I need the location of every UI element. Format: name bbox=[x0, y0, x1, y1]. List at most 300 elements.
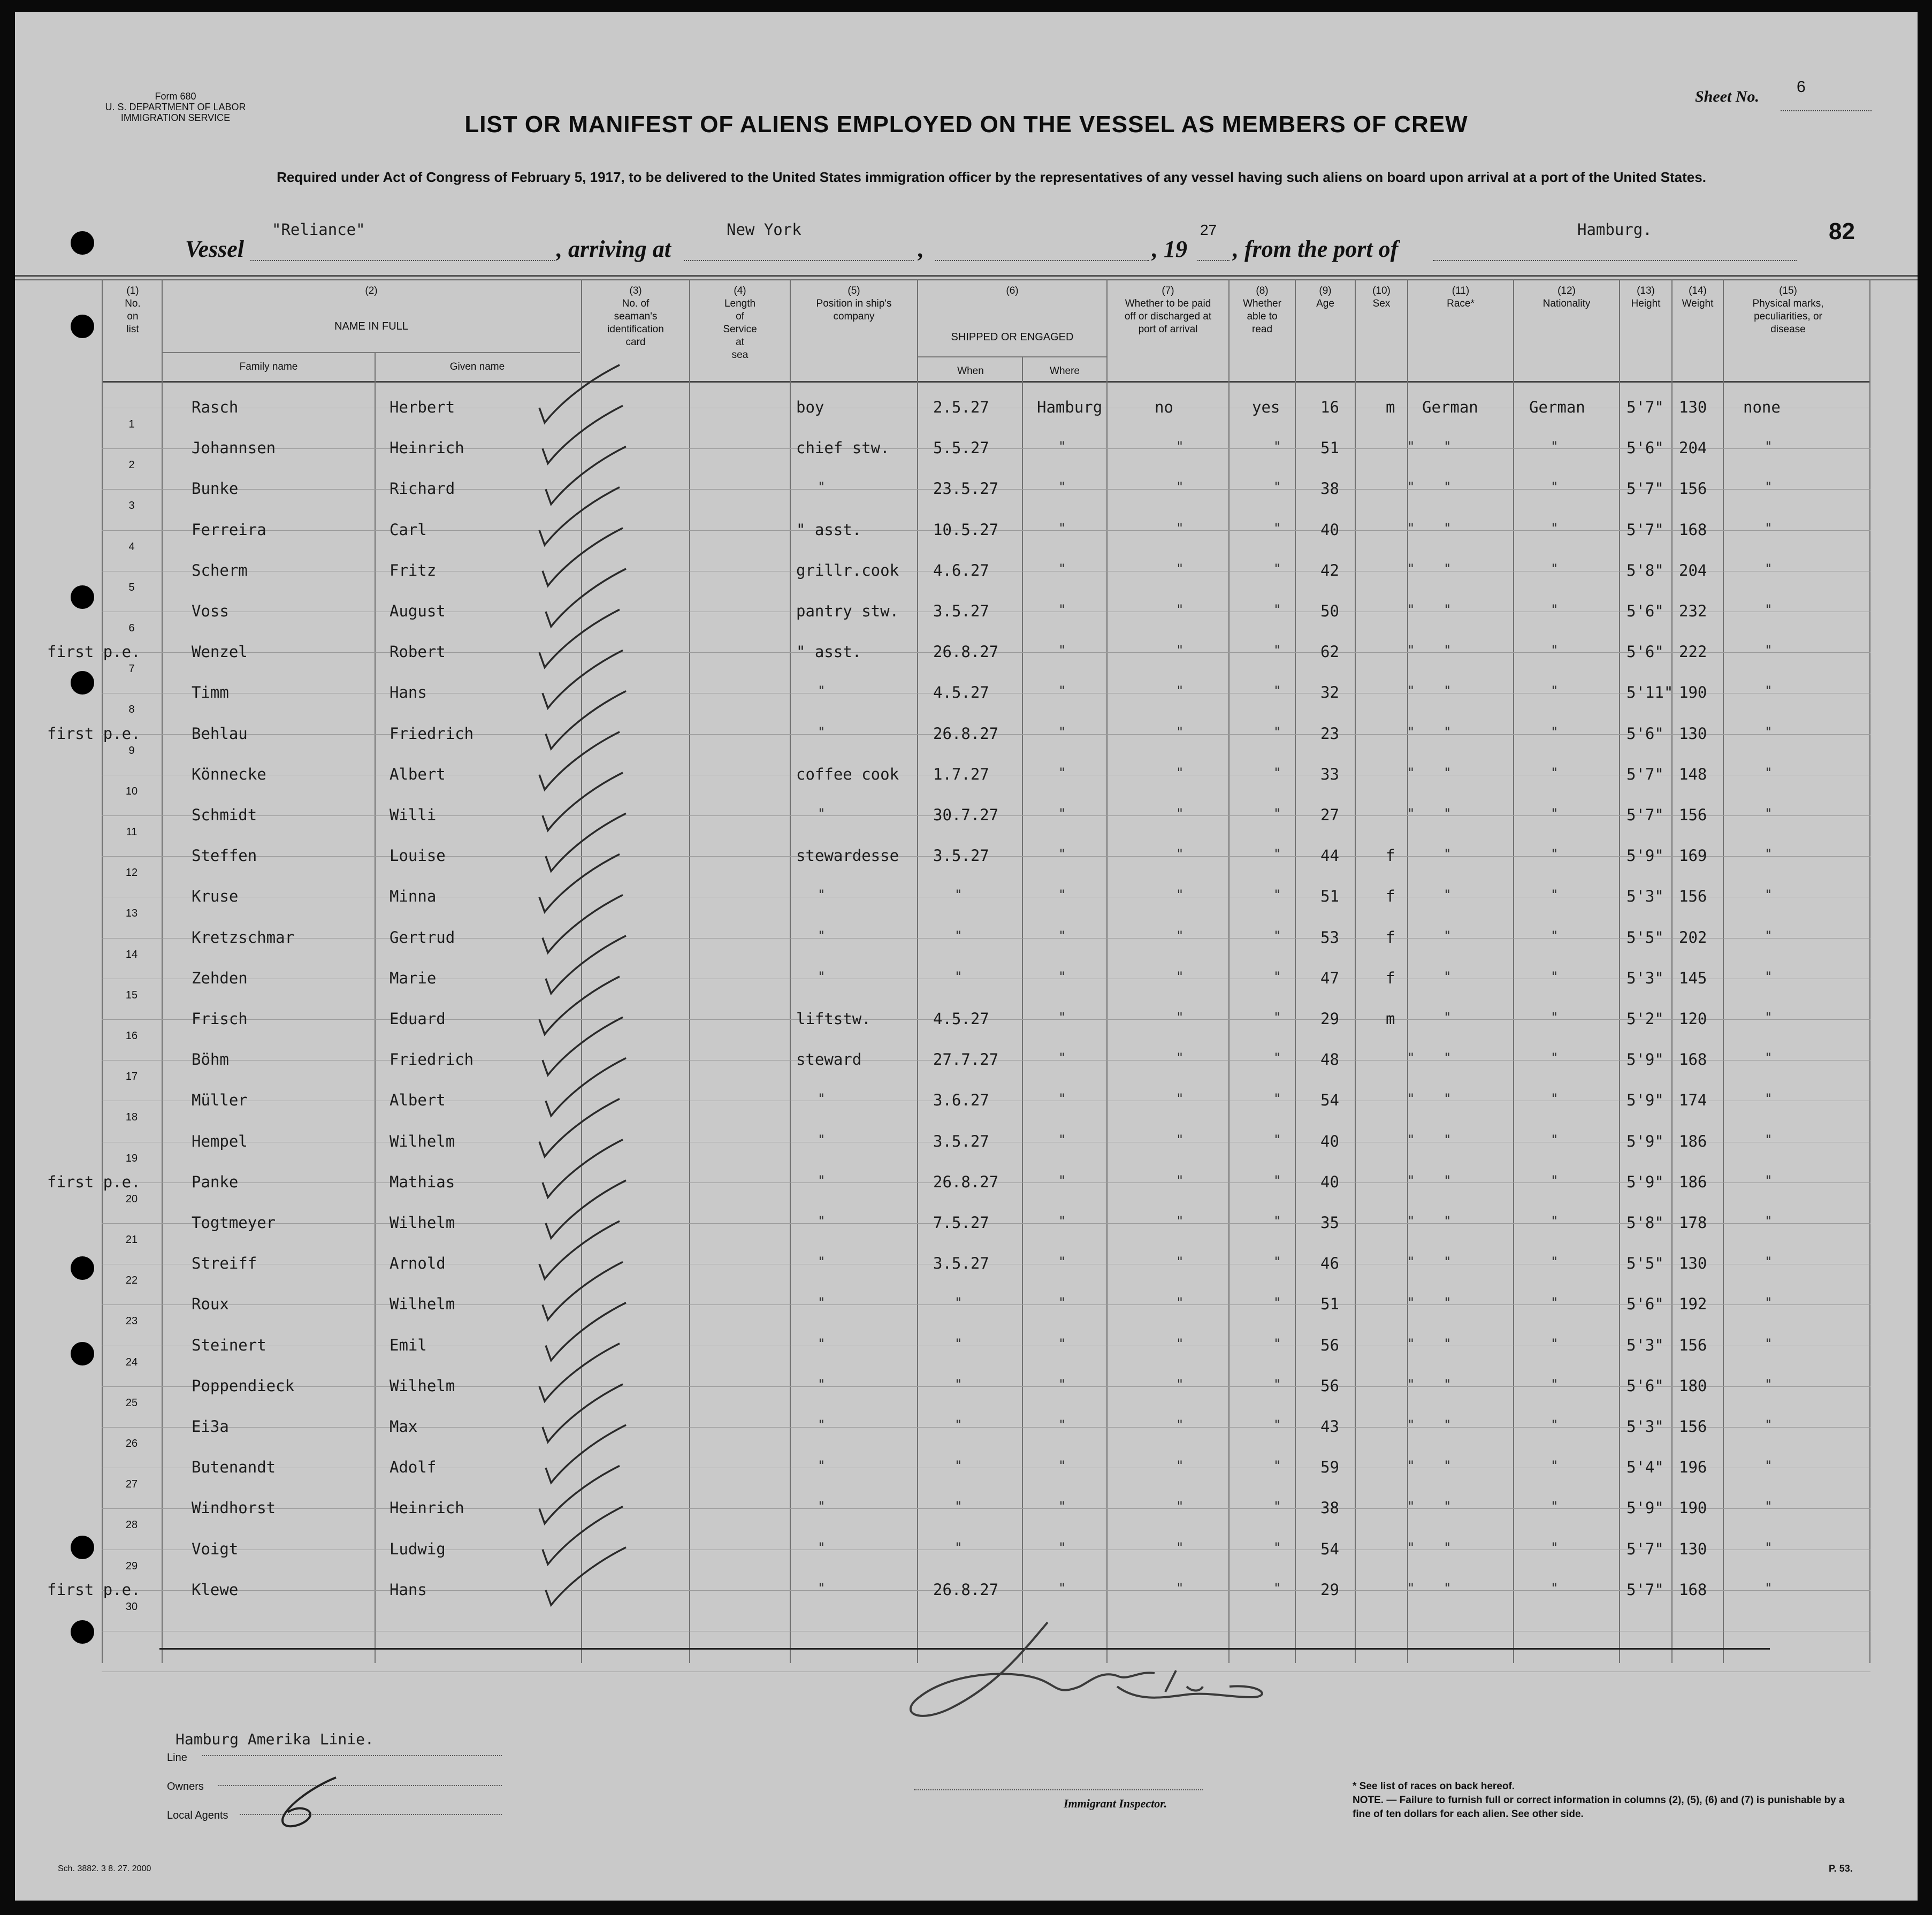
cell-race: " bbox=[1444, 1132, 1452, 1147]
fine-notice: NOTE. — Failure to furnish full or correct information in columns (2), (5), (6) and (7) is punishable by a fine of ten dollars for each alien. See other side. bbox=[1353, 1795, 1845, 1820]
cell-nat: " bbox=[1551, 1499, 1559, 1514]
races-footnote: * See list of races on back hereof. bbox=[1353, 1781, 1515, 1792]
cell-family: Panke bbox=[192, 1172, 239, 1191]
cell-where: " bbox=[1058, 1580, 1066, 1596]
row-number: 8 bbox=[128, 704, 135, 716]
handwritten-six bbox=[266, 1772, 352, 1831]
cell-weight: 178 bbox=[1679, 1214, 1707, 1232]
cell-sex: " bbox=[1407, 1580, 1415, 1596]
cell-paid: " bbox=[1176, 887, 1184, 903]
cell-where: " bbox=[1058, 1050, 1066, 1066]
cell-sex: f bbox=[1386, 968, 1395, 987]
cell-age: 50 bbox=[1320, 602, 1339, 620]
cell-nat: " bbox=[1551, 561, 1559, 576]
cell-read: " bbox=[1273, 1132, 1281, 1147]
cell-race: " bbox=[1444, 561, 1452, 576]
cell-marks: " bbox=[1765, 439, 1773, 454]
cell-marks: " bbox=[1765, 887, 1773, 903]
cell-family: Klewe bbox=[192, 1580, 239, 1599]
cell-given: Louise bbox=[390, 846, 446, 865]
cell-where: " bbox=[1058, 846, 1066, 862]
cell-sex: " bbox=[1407, 561, 1415, 576]
cell-weight: 130 bbox=[1679, 398, 1707, 416]
cell-family: Müller bbox=[192, 1091, 248, 1110]
cell-race: " bbox=[1444, 724, 1452, 739]
cell-marks: " bbox=[1765, 1499, 1773, 1514]
cell-nat: " bbox=[1551, 1580, 1559, 1596]
cell-given: Gertrud bbox=[390, 928, 455, 947]
cell-race: " bbox=[1444, 1050, 1452, 1066]
cell-given: Richard bbox=[390, 479, 455, 498]
cell-race: " bbox=[1444, 765, 1452, 780]
cell-where: " bbox=[1058, 479, 1066, 495]
cell-height: 5'7" bbox=[1626, 398, 1664, 416]
cell-read: " bbox=[1273, 1091, 1281, 1107]
cell-when: " bbox=[954, 928, 963, 943]
col-header-name-title: NAME IN FULL bbox=[334, 321, 408, 332]
col-header-number: (1) No. on list bbox=[125, 285, 141, 335]
cell-height: 5'9" bbox=[1626, 1132, 1664, 1150]
cell-nat: " bbox=[1551, 1091, 1559, 1107]
cell-given: Carl bbox=[390, 520, 427, 539]
page-subtitle: Required under Act of Congress of February 5, 1917, to be delivered to the United States immigration officer by the representatives of any vessel having such aliens on board upon arrival at a port of the United States. bbox=[277, 169, 1706, 185]
cell-race: " bbox=[1444, 1295, 1452, 1310]
owners-field-line bbox=[218, 1785, 502, 1786]
cell-family: Streiff bbox=[192, 1254, 257, 1273]
row-number: 13 bbox=[125, 907, 138, 920]
form-page-code: P. 53. bbox=[1829, 1863, 1853, 1874]
cell-marks: " bbox=[1765, 1417, 1773, 1432]
cell-given: Adolf bbox=[390, 1458, 437, 1477]
cell-age: 38 bbox=[1320, 1499, 1339, 1517]
row-number: 7 bbox=[128, 663, 135, 675]
cell-where: " bbox=[1058, 1214, 1066, 1229]
col-header-length-service: (4) Length of Service at sea bbox=[723, 285, 757, 361]
cell-height: 5'5" bbox=[1626, 1254, 1664, 1273]
cell-age: 16 bbox=[1320, 398, 1339, 416]
cell-when: " bbox=[954, 968, 963, 984]
line-field-line bbox=[202, 1755, 502, 1756]
cell-age: 54 bbox=[1320, 1539, 1339, 1558]
row-number: 15 bbox=[125, 989, 138, 1001]
cell-nat: German bbox=[1529, 398, 1585, 416]
check-mark bbox=[546, 1180, 626, 1238]
year-value: 27 bbox=[1200, 222, 1217, 238]
cell-race: " bbox=[1444, 928, 1452, 943]
cell-weight: 186 bbox=[1679, 1172, 1707, 1191]
cell-position: " bbox=[818, 806, 826, 821]
cell-nat: " bbox=[1551, 806, 1559, 821]
cell-marks: " bbox=[1765, 643, 1773, 658]
col-header-physical-marks: (15) Physical marks, peculiarities, or disease bbox=[1752, 285, 1824, 335]
cell-marks: " bbox=[1765, 561, 1773, 576]
cell-family: Togtmeyer bbox=[192, 1214, 276, 1232]
cell-position: " bbox=[818, 1580, 826, 1596]
col-header-name: (2) bbox=[365, 285, 378, 296]
line-label: Line bbox=[167, 1752, 187, 1764]
cell-race: " bbox=[1444, 643, 1452, 658]
cell-nat: " bbox=[1551, 887, 1559, 903]
cell-when: 3.5.27 bbox=[933, 602, 989, 620]
cell-height: 5'7" bbox=[1626, 765, 1664, 783]
cell-age: 53 bbox=[1320, 928, 1339, 947]
cell-family: Steffen bbox=[192, 846, 257, 865]
year-label: , 19 bbox=[1152, 236, 1187, 262]
col-header-position: (5) Position in ship's company bbox=[816, 285, 892, 322]
cell-when: 3.6.27 bbox=[933, 1091, 989, 1110]
cell-nat: " bbox=[1551, 1010, 1559, 1025]
cell-height: 5'9" bbox=[1626, 1499, 1664, 1517]
cell-height: 5'6" bbox=[1626, 643, 1664, 661]
local-agents-label: Local Agents bbox=[167, 1810, 228, 1821]
cell-given: Wilhelm bbox=[390, 1214, 455, 1232]
cell-weight: 204 bbox=[1679, 439, 1707, 457]
cell-family: Könnecke bbox=[192, 765, 266, 783]
row-number: 28 bbox=[125, 1519, 138, 1531]
cell-when: 4.5.27 bbox=[933, 683, 989, 702]
row-number: 19 bbox=[125, 1152, 138, 1164]
cell-marks: " bbox=[1765, 846, 1773, 862]
cell-family: Johannsen bbox=[192, 439, 276, 457]
cell-position: " bbox=[818, 1214, 826, 1229]
cell-height: 5'6" bbox=[1626, 1295, 1664, 1314]
col-header-where: Where bbox=[1050, 365, 1080, 377]
cell-age: 42 bbox=[1320, 561, 1339, 579]
cell-weight: 186 bbox=[1679, 1132, 1707, 1150]
cell-paid: " bbox=[1176, 1132, 1184, 1147]
row-number: 17 bbox=[125, 1071, 138, 1083]
cell-paid: " bbox=[1176, 1336, 1184, 1351]
cell-family: Roux bbox=[192, 1295, 229, 1314]
cell-given: Albert bbox=[390, 1091, 446, 1110]
cell-marks: " bbox=[1765, 1214, 1773, 1229]
cell-sex: " bbox=[1407, 1336, 1415, 1351]
cell-race: " bbox=[1444, 1091, 1452, 1107]
cell-where: Hamburg bbox=[1037, 398, 1103, 416]
cell-nat: " bbox=[1551, 1417, 1559, 1432]
cell-when: 26.8.27 bbox=[933, 643, 999, 661]
cell-age: 48 bbox=[1320, 1050, 1339, 1069]
cell-family: Scherm bbox=[192, 561, 248, 579]
row-number: 27 bbox=[125, 1478, 138, 1491]
cell-position: " bbox=[818, 479, 826, 495]
cell-age: 47 bbox=[1320, 968, 1339, 987]
cell-sex: " bbox=[1407, 479, 1415, 495]
cell-age: 35 bbox=[1320, 1214, 1339, 1232]
cell-weight: 130 bbox=[1679, 1539, 1707, 1558]
cell-marks: " bbox=[1765, 1132, 1773, 1147]
immigrant-inspector-label: Immigrant Inspector. bbox=[1064, 1797, 1167, 1810]
cell-height: 5'8" bbox=[1626, 561, 1664, 579]
cell-height: 5'3" bbox=[1626, 1336, 1664, 1354]
cell-sex: " bbox=[1407, 643, 1415, 658]
arriving-label: , arriving at bbox=[556, 236, 671, 262]
cell-where: " bbox=[1058, 1091, 1066, 1107]
cell-when: 26.8.27 bbox=[933, 1172, 999, 1191]
cell-family: Kretzschmar bbox=[192, 928, 295, 947]
departure-port: Hamburg. bbox=[1577, 220, 1652, 239]
cell-weight: 145 bbox=[1679, 968, 1707, 987]
cell-nat: " bbox=[1551, 1172, 1559, 1188]
cell-position: " asst. bbox=[796, 520, 862, 539]
cell-when: 4.6.27 bbox=[933, 561, 989, 579]
cell-sex: " bbox=[1407, 1091, 1415, 1107]
cell-race: " bbox=[1444, 887, 1452, 903]
cell-marks: " bbox=[1765, 1458, 1773, 1474]
cell-weight: 196 bbox=[1679, 1458, 1707, 1477]
check-mark bbox=[546, 936, 626, 994]
cell-weight: 180 bbox=[1679, 1376, 1707, 1395]
cell-read: " bbox=[1273, 1539, 1281, 1555]
cell-family: Schmidt bbox=[192, 806, 257, 824]
cell-sex: " bbox=[1407, 1132, 1415, 1147]
cell-given: Max bbox=[390, 1417, 418, 1436]
cell-paid: " bbox=[1176, 1376, 1184, 1392]
cell-position: boy bbox=[796, 398, 824, 416]
cell-given: Hans bbox=[390, 683, 427, 702]
cell-race: " bbox=[1444, 806, 1452, 821]
cell-position: " bbox=[818, 887, 826, 903]
cell-weight: 168 bbox=[1679, 520, 1707, 539]
cell-family: Ferreira bbox=[192, 520, 266, 539]
cell-read: " bbox=[1273, 1376, 1281, 1392]
steamship-line: Hamburg Amerika Linie. bbox=[175, 1730, 374, 1748]
col-header-paid-off: (7) Whether to be paid off or discharged at port of arrival bbox=[1124, 285, 1212, 335]
cell-nat: " bbox=[1551, 1458, 1559, 1474]
cell-sex: " bbox=[1407, 1376, 1415, 1392]
cell-race: " bbox=[1444, 1172, 1452, 1188]
cell-weight: 156 bbox=[1679, 1336, 1707, 1354]
check-mark bbox=[546, 1547, 626, 1605]
cell-when: 4.5.27 bbox=[933, 1010, 989, 1028]
cell-sex: " bbox=[1407, 1539, 1415, 1555]
cell-race: " bbox=[1444, 1539, 1452, 1555]
col-header-weight: (14) Weight bbox=[1682, 285, 1714, 309]
cell-given: Willi bbox=[390, 806, 437, 824]
cell-given: Marie bbox=[390, 968, 437, 987]
cell-height: 5'3" bbox=[1626, 1417, 1664, 1436]
cell-weight: 190 bbox=[1679, 1499, 1707, 1517]
row-number: 12 bbox=[125, 867, 138, 879]
cell-when: 7.5.27 bbox=[933, 1214, 989, 1232]
cell-paid: " bbox=[1176, 1214, 1184, 1229]
cell-sex: " bbox=[1407, 724, 1415, 739]
row-number: 5 bbox=[128, 581, 135, 593]
cell-where: " bbox=[1058, 602, 1066, 617]
cell-family: Voigt bbox=[192, 1539, 239, 1558]
vessel-label: Vessel bbox=[185, 236, 244, 262]
cell-given: Heinrich bbox=[390, 1499, 464, 1517]
manifest-sheet bbox=[15, 12, 1918, 1901]
margin-note: first p.e. bbox=[47, 643, 141, 661]
cell-age: 40 bbox=[1320, 1132, 1339, 1150]
cell-given: Robert bbox=[390, 643, 446, 661]
cell-family: Voss bbox=[192, 602, 229, 620]
cell-marks: " bbox=[1765, 928, 1773, 943]
cell-paid: " bbox=[1176, 1580, 1184, 1596]
cell-age: 51 bbox=[1320, 1295, 1339, 1314]
cell-weight: 169 bbox=[1679, 846, 1707, 865]
margin-note: first p.e. bbox=[47, 724, 141, 743]
cell-age: 40 bbox=[1320, 520, 1339, 539]
cell-marks: none bbox=[1743, 398, 1781, 416]
cell-nat: " bbox=[1551, 724, 1559, 739]
service-name: IMMIGRATION SERVICE bbox=[120, 112, 231, 123]
row-number: 23 bbox=[125, 1315, 138, 1327]
cell-position: " bbox=[818, 1172, 826, 1188]
cell-family: Poppendieck bbox=[192, 1376, 295, 1395]
cell-where: " bbox=[1058, 643, 1066, 658]
cell-given: Hans bbox=[390, 1580, 427, 1599]
row-number: 25 bbox=[125, 1397, 138, 1409]
cell-read: " bbox=[1273, 520, 1281, 536]
cell-sex: " bbox=[1407, 1254, 1415, 1270]
cell-paid: " bbox=[1176, 928, 1184, 943]
cell-given: Herbert bbox=[390, 398, 455, 416]
cell-sex: " bbox=[1407, 1172, 1415, 1188]
cell-paid: " bbox=[1176, 1499, 1184, 1514]
cell-height: 5'7" bbox=[1626, 520, 1664, 539]
cell-age: 46 bbox=[1320, 1254, 1339, 1273]
cell-sex: f bbox=[1386, 928, 1395, 947]
cell-when: " bbox=[954, 1417, 963, 1432]
cell-read: " bbox=[1273, 1336, 1281, 1351]
cell-marks: " bbox=[1765, 520, 1773, 536]
row-number: 2 bbox=[128, 459, 135, 471]
cell-where: " bbox=[1058, 1295, 1066, 1310]
cell-sex: f bbox=[1386, 846, 1395, 865]
cell-paid: " bbox=[1176, 846, 1184, 862]
cell-height: 5'6" bbox=[1626, 439, 1664, 457]
cell-position: " bbox=[818, 683, 826, 699]
cell-nat: " bbox=[1551, 1254, 1559, 1270]
cell-family: Bunke bbox=[192, 479, 239, 498]
col-header-age: (9) Age bbox=[1316, 285, 1334, 309]
cell-weight: 130 bbox=[1679, 1254, 1707, 1273]
cell-paid: " bbox=[1176, 561, 1184, 576]
col-header-nationality: (12) Nationality bbox=[1542, 285, 1591, 309]
cell-position: " bbox=[818, 1539, 826, 1555]
cell-given: Wilhelm bbox=[390, 1132, 455, 1150]
cell-weight: 168 bbox=[1679, 1050, 1707, 1069]
cell-position: grillr.cook bbox=[796, 561, 899, 579]
cell-when: 27.7.27 bbox=[933, 1050, 999, 1069]
cell-read: " bbox=[1273, 1295, 1281, 1310]
row-number: 9 bbox=[128, 744, 135, 757]
cell-age: 62 bbox=[1320, 643, 1339, 661]
cell-when: 1.7.27 bbox=[933, 765, 989, 783]
cell-when: 30.7.27 bbox=[933, 806, 999, 824]
cell-weight: 148 bbox=[1679, 765, 1707, 783]
cell-paid: " bbox=[1176, 806, 1184, 821]
cell-position: " bbox=[818, 928, 826, 943]
cell-weight: 156 bbox=[1679, 479, 1707, 498]
cell-nat: " bbox=[1551, 968, 1559, 984]
cell-sex: " bbox=[1407, 1417, 1415, 1432]
cell-height: 5'7" bbox=[1626, 1539, 1664, 1558]
row-number: 30 bbox=[125, 1600, 138, 1613]
cell-race: " bbox=[1444, 1214, 1452, 1229]
cell-given: Arnold bbox=[390, 1254, 446, 1273]
cell-race: " bbox=[1444, 602, 1452, 617]
cell-race: " bbox=[1444, 683, 1452, 699]
cell-given: Ludwig bbox=[390, 1539, 446, 1558]
cell-given: Friedrich bbox=[390, 1050, 474, 1069]
cell-height: 5'11" bbox=[1626, 683, 1674, 702]
cell-race: " bbox=[1444, 846, 1452, 862]
cell-age: 44 bbox=[1320, 846, 1339, 865]
row-number: 16 bbox=[125, 1030, 138, 1042]
cell-nat: " bbox=[1551, 520, 1559, 536]
cell-height: 5'9" bbox=[1626, 1091, 1664, 1110]
cell-marks: " bbox=[1765, 1091, 1773, 1107]
cell-position: " bbox=[818, 968, 826, 984]
cell-position: " bbox=[818, 1417, 826, 1432]
cell-paid: " bbox=[1176, 1539, 1184, 1555]
cell-when: " bbox=[954, 1458, 963, 1474]
cell-family: Zehden bbox=[192, 968, 248, 987]
cell-height: 5'9" bbox=[1626, 1172, 1664, 1191]
cell-sex: " bbox=[1407, 1295, 1415, 1310]
cell-age: 29 bbox=[1320, 1010, 1339, 1028]
cell-age: 23 bbox=[1320, 724, 1339, 743]
cell-family: Kruse bbox=[192, 887, 239, 906]
cell-where: " bbox=[1058, 928, 1066, 943]
cell-paid: " bbox=[1176, 643, 1184, 658]
cell-marks: " bbox=[1765, 765, 1773, 780]
cell-given: Minna bbox=[390, 887, 437, 906]
cell-family: Steinert bbox=[192, 1336, 266, 1354]
cell-sex: " bbox=[1407, 1458, 1415, 1474]
cell-age: 54 bbox=[1320, 1091, 1339, 1110]
cell-position: chief stw. bbox=[796, 439, 890, 457]
cell-age: 43 bbox=[1320, 1417, 1339, 1436]
cell-family: Butenandt bbox=[192, 1458, 276, 1477]
cell-paid: " bbox=[1176, 1091, 1184, 1107]
cell-read: " bbox=[1273, 1172, 1281, 1188]
cell-sex: " bbox=[1407, 1499, 1415, 1514]
cell-height: 5'2" bbox=[1626, 1010, 1664, 1028]
cell-read: " bbox=[1273, 643, 1281, 658]
cell-where: " bbox=[1058, 968, 1066, 984]
col-header-family-name: Family name bbox=[239, 361, 298, 372]
cell-marks: " bbox=[1765, 602, 1773, 617]
cell-nat: " bbox=[1551, 928, 1559, 943]
cell-position: " bbox=[818, 1499, 826, 1514]
cell-read: " bbox=[1273, 1050, 1281, 1066]
cell-race: " bbox=[1444, 1580, 1452, 1596]
row-number: 24 bbox=[125, 1356, 138, 1368]
cell-position: liftstw. bbox=[796, 1010, 871, 1028]
cell-read: " bbox=[1273, 683, 1281, 699]
cell-read: " bbox=[1273, 1580, 1281, 1596]
cell-sex: " bbox=[1407, 439, 1415, 454]
cell-height: 5'7" bbox=[1626, 479, 1664, 498]
cell-marks: " bbox=[1765, 1539, 1773, 1555]
cell-where: " bbox=[1058, 561, 1066, 576]
row-number: 11 bbox=[126, 826, 138, 838]
check-mark bbox=[546, 691, 626, 749]
cell-paid: " bbox=[1176, 1417, 1184, 1432]
cell-given: Fritz bbox=[390, 561, 437, 579]
cell-paid: " bbox=[1176, 724, 1184, 739]
cell-where: " bbox=[1058, 1010, 1066, 1025]
cell-height: 5'3" bbox=[1626, 968, 1664, 987]
cell-marks: " bbox=[1765, 968, 1773, 984]
cell-where: " bbox=[1058, 1417, 1066, 1432]
cell-position: pantry stw. bbox=[796, 602, 899, 620]
cell-race: " bbox=[1444, 1376, 1452, 1392]
